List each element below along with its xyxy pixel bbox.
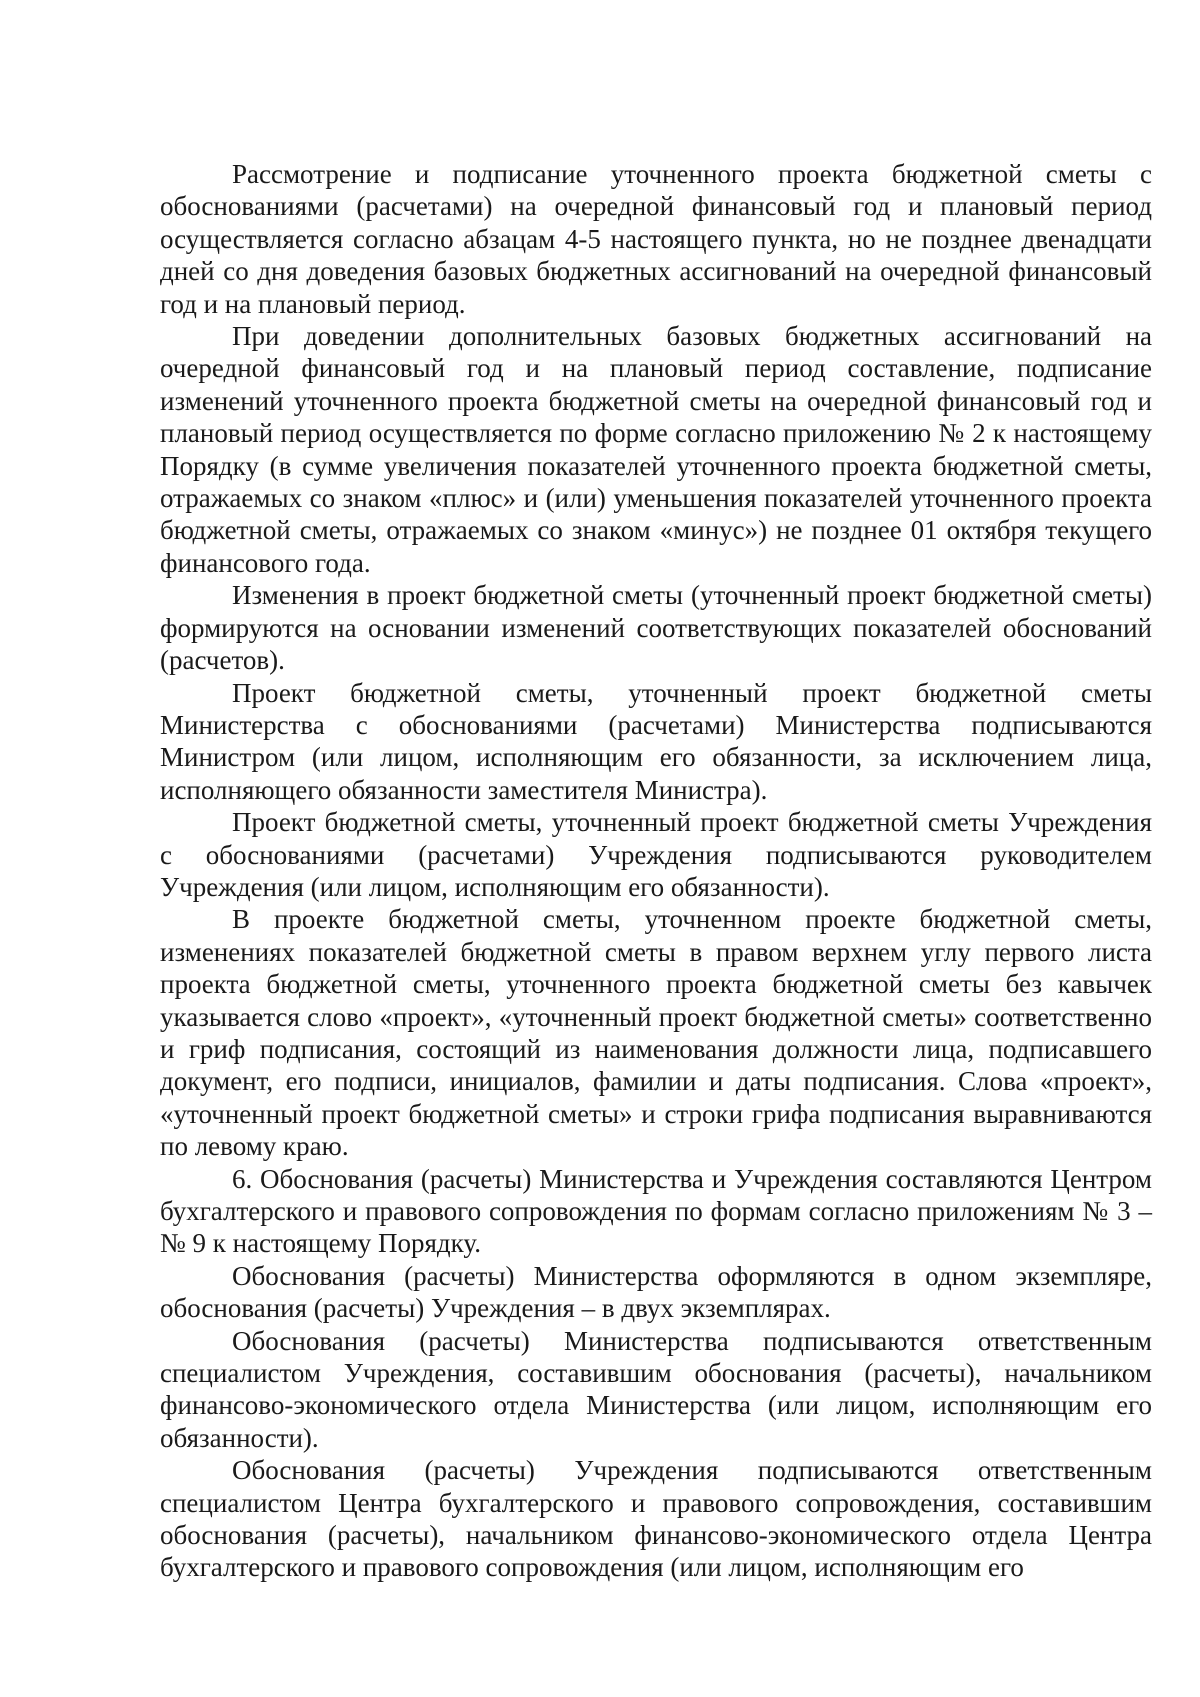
paragraph-1: Рассмотрение и подписание уточненного проекта бюджетной сметы с обоснованиями (расчетами) на очередной финансовый год и плановый период осуществляется согласно абзацам 4-5 настоящего пункта, но не позднее двенадцати дней со дня доведения базовых бюджетных ассигнований на очередной финансовый год и на плановый период. [160, 159, 1152, 319]
paragraph-8: Обоснования (расчеты) Министерства оформляются в одном экземпляре, обоснования (расчеты) Учреждения – в двух экземплярах. [160, 1260, 1152, 1324]
document-page [160, 158, 1152, 1584]
paragraph-9: Обоснования (расчеты) Министерства подписываются ответственным специалистом Учреждения, составившим обоснования (расчеты), начальником финансово-экономического отдела Министерства (или лицом, исполняющим его обязанности). [160, 1325, 1152, 1453]
paragraph-4: Проект бюджетной сметы, уточненный проект бюджетной сметы Министерства с обоснованиями (расчетами) Министерства подписываются Министром (или лицом, исполняющим его обязанности, за исключением лица, исполняющего обязанности заместителя Министра). [160, 677, 1152, 805]
paragraph-7: 6. Обоснования (расчеты) Министерства и Учреждения составляются Центром бухгалтерского и правового сопровождения по формам согласно приложениям № 3 – № 9 к настоящему Порядку. [160, 1163, 1152, 1259]
paragraph-6: В проекте бюджетной сметы, уточненном проекте бюджетной сметы, изменениях показателей бюджетной сметы в правом верхнем углу первого листа проекта бюджетной сметы, уточненного проекта бюджетной сметы без кавычек указывается слово «проект», «уточненный проект бюджетной сметы» соответственно и гриф подписания, состоящий из наименования должности лица, подписавшего документ, его подписи, инициалов, фамилии и даты подписания. Слова «проект», «уточненный проект бюджетной сметы» и строки грифа подписания выравниваются по левому краю. [160, 904, 1152, 1162]
paragraph-3: Изменения в проект бюджетной сметы (уточненный проект бюджетной сметы) формируются на основании изменений соответствующих показателей обоснований (расчетов). [160, 580, 1152, 676]
paragraph-5: Проект бюджетной сметы, уточненный проект бюджетной сметы Учреждения с обоснованиями (расчетами) Учреждения подписываются руководителем Учреждения (или лицом, исполняющим его обязанности). [160, 807, 1152, 902]
paragraph-2: При доведении дополнительных базовых бюджетных ассигнований на очередной финансовый год и на плановый период составление, подписание изменений уточненного проекта бюджетной сметы на очередной финансовый год и плановый период осуществляется по форме согласно приложению № 2 к настоящему Порядку (в сумме увеличения показателей уточненного проекта бюджетной сметы, отражаемых со знаком «плюс» и (или) уменьшения показателей уточненного проекта бюджетной сметы, отражаемых со знаком «минус») не позднее 01 октября текущего финансового года. [160, 321, 1152, 578]
paragraph-10: Обоснования (расчеты) Учреждения подписываются ответственным специалистом Центра бухгалтерского и правового сопровождения, составившим обоснования (расчеты), начальником финансово-экономического отдела Центра бухгалтерского и правового сопровождения (или лицом, исполняющим его [160, 1455, 1152, 1583]
